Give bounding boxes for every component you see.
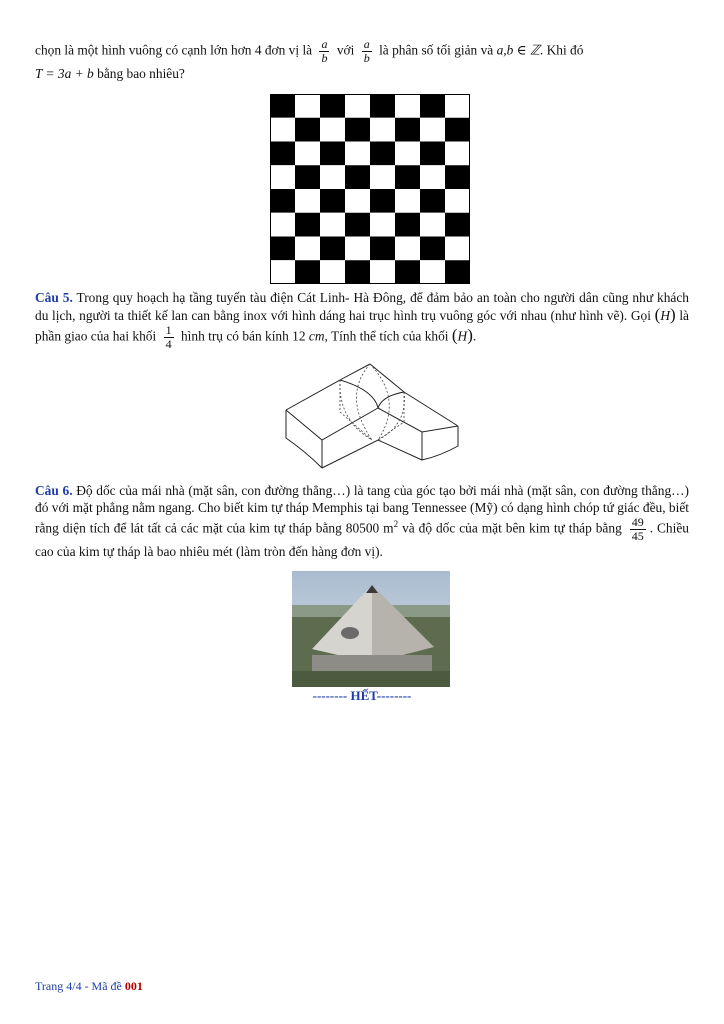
checker-square: [270, 213, 295, 237]
checker-square: [370, 260, 395, 284]
checker-square: [295, 118, 320, 142]
end-marker: -------- HẾT--------: [312, 688, 412, 703]
fraction-a-over-b-2: $\frac{a}{b}$: [363, 37, 370, 65]
q4-continuation: [35, 38, 689, 82]
fraction-one-quarter: $\frac{1}{4}$: [165, 323, 172, 351]
checker-square: [395, 260, 420, 284]
footer-label: Trang 4/4 - Mã đề: [35, 979, 122, 993]
checker-square: [395, 189, 420, 213]
foreground-trees: [292, 671, 450, 687]
checker-square: [320, 165, 345, 189]
q5-text-3: hình trụ có bán kính: [180, 328, 289, 344]
checker-square: [395, 237, 420, 261]
checker-square: [420, 142, 445, 166]
q4-with: với: [336, 42, 355, 58]
checker-square: [345, 118, 370, 142]
checker-square: [370, 94, 395, 118]
checker-square: [320, 213, 345, 237]
q6-area: 80500 m: [345, 520, 394, 536]
q6-area-exponent: 2: [393, 519, 399, 530]
checker-square: [420, 189, 445, 213]
cylinder-base-line: [322, 440, 422, 468]
q4-formula: T = 3a + b: [35, 66, 94, 81]
cylinder-edge: [378, 408, 458, 432]
q5-text-1: Trong quy hoạch hạ tầng tuyến tàu điện Cát Linh- Hà Đông, để đảm bảo an toàn cho người dân cũng như khách du lịch, người ta thiết kế lan can bằng inox với hình dáng hai trục hình trụ vuông góc với nhau (như hình vẽ). Gọi: [35, 290, 689, 323]
checker-square: [270, 237, 295, 261]
q5-text-5: .: [472, 328, 477, 344]
checker-square: [370, 213, 395, 237]
checker-square: [445, 213, 470, 237]
exam-code: 001: [124, 979, 143, 993]
checker-square: [295, 142, 320, 166]
checker-square: [345, 213, 370, 237]
checker-square: [395, 213, 420, 237]
checker-square: [420, 118, 445, 142]
checker-square: [395, 94, 420, 118]
checker-square: [445, 118, 470, 142]
question-6: [35, 482, 689, 560]
q4-text-start: chọn là một hình vuông có cạnh lớn hơn 4 đơn vị là: [35, 42, 313, 58]
checker-square: [320, 118, 345, 142]
checker-square: [295, 260, 320, 284]
q5-radius: 12: [292, 328, 306, 344]
q4-question: bằng bao nhiêu?: [97, 66, 185, 81]
q5-text-2: là phần giao của hai khối: [35, 308, 689, 344]
checker-square: [270, 142, 295, 166]
checker-square: [295, 213, 320, 237]
pyramid-logo: [341, 627, 359, 639]
checker-square: [270, 118, 295, 142]
checker-square: [445, 189, 470, 213]
page-footer: [35, 979, 143, 994]
fraction-49-over-45: $\frac{49}{45}$: [631, 515, 644, 543]
q4-khi-do: . Khi đó: [539, 42, 584, 58]
checker-square: [320, 189, 345, 213]
q6-text-2: và độ dốc của mặt bên kim tự tháp bằng: [402, 520, 622, 536]
checker-square: [320, 237, 345, 261]
checker-square: [270, 165, 295, 189]
checker-square: [395, 165, 420, 189]
checker-square: [295, 237, 320, 261]
q5-text-4: , Tính thể tích của khối: [324, 328, 449, 344]
hidden-arc: [370, 364, 389, 440]
checker-square: [270, 189, 295, 213]
q6-text-3: . Chiều cao của kim tự tháp là bao nhiêu mét (làm tròn đến hàng đơn vị).: [35, 520, 689, 559]
checker-square: [395, 118, 420, 142]
intersection-curve: [340, 380, 378, 408]
question-6-label: Câu 6.: [35, 483, 73, 498]
q6-text-1: Độ dốc của mái nhà (mặt sân, con đường thẳng…) là tang của góc tạo bởi mái nhà (mặt sân, con đường thẳng…) đó với mặt phẳng nằm ngang. Cho biết kim tự tháp Memphis tại bang Tennessee (Mỹ) có dạng hình chóp tứ giác đều, biết rằng diện tích để lát tất cả các mặt của kim tự tháp bằng: [35, 483, 689, 536]
checker-square: [420, 94, 445, 118]
memphis-pyramid-photo: [292, 571, 450, 687]
q4-text-mid: là phân số tối giản và: [379, 42, 494, 58]
checker-square: [345, 142, 370, 166]
checker-square: [270, 260, 295, 284]
q5-h-symbol: H: [660, 308, 670, 323]
checker-square: [420, 260, 445, 284]
checker-square: [445, 237, 470, 261]
intersection-curve: [378, 392, 404, 408]
checker-square: [320, 94, 345, 118]
hidden-edge: [340, 380, 372, 440]
q4-set-expression: a,b ∈ ℤ: [496, 42, 540, 58]
q5-unit: cm: [308, 328, 325, 344]
intersecting-cylinders-figure: [282, 360, 462, 475]
checker-square: [420, 165, 445, 189]
checker-square: [345, 237, 370, 261]
q5-h-symbol-2: H: [457, 328, 468, 344]
cylinder-edge: [286, 408, 378, 440]
checker-square: [320, 260, 345, 284]
checker-square: [395, 142, 420, 166]
checker-square: [445, 94, 470, 118]
checker-square: [320, 142, 345, 166]
checker-square: [370, 237, 395, 261]
question-5: Câu 5. Trong quy hoạch hạ tầng tuyến tàu điện Cát Linh- Hà Đông, để đảm bảo an toàn cho người dân cũng như khách du lịch, người ta thiết kế lan can bằng inox với hình dáng hai trục hình trụ vuông góc với nhau (như hình vẽ). Gọi (H) là phần giao của hai khối $\frac{1}{4}$ hình trụ có bán kính 12 cm, Tính thể tích của khối (H).: [35, 290, 689, 351]
checker-square: [445, 165, 470, 189]
checker-square: [370, 189, 395, 213]
checker-square: [370, 165, 395, 189]
checker-square: [370, 142, 395, 166]
checker-square: [345, 189, 370, 213]
checker-square: [295, 189, 320, 213]
fraction-a-over-b: $\frac{a}{b}$: [321, 37, 328, 65]
cylinder-edge: [370, 364, 458, 426]
hidden-arc: [340, 380, 372, 440]
checker-square: [370, 118, 395, 142]
hidden-arc: [378, 392, 404, 440]
checker-square: [445, 142, 470, 166]
checker-square: [420, 213, 445, 237]
checker-square: [295, 94, 320, 118]
cylinder-end-arc: [286, 410, 322, 468]
checker-square: [345, 165, 370, 189]
checkerboard-figure: [270, 94, 470, 284]
checker-square: [345, 94, 370, 118]
checker-square: [345, 260, 370, 284]
base-buildings: [312, 655, 432, 671]
question-5-label: Câu 5.: [35, 290, 73, 305]
checker-square: [445, 260, 470, 284]
checker-square: [295, 165, 320, 189]
checker-square: [270, 94, 295, 118]
checker-square: [420, 237, 445, 261]
hidden-edge: [378, 392, 404, 440]
